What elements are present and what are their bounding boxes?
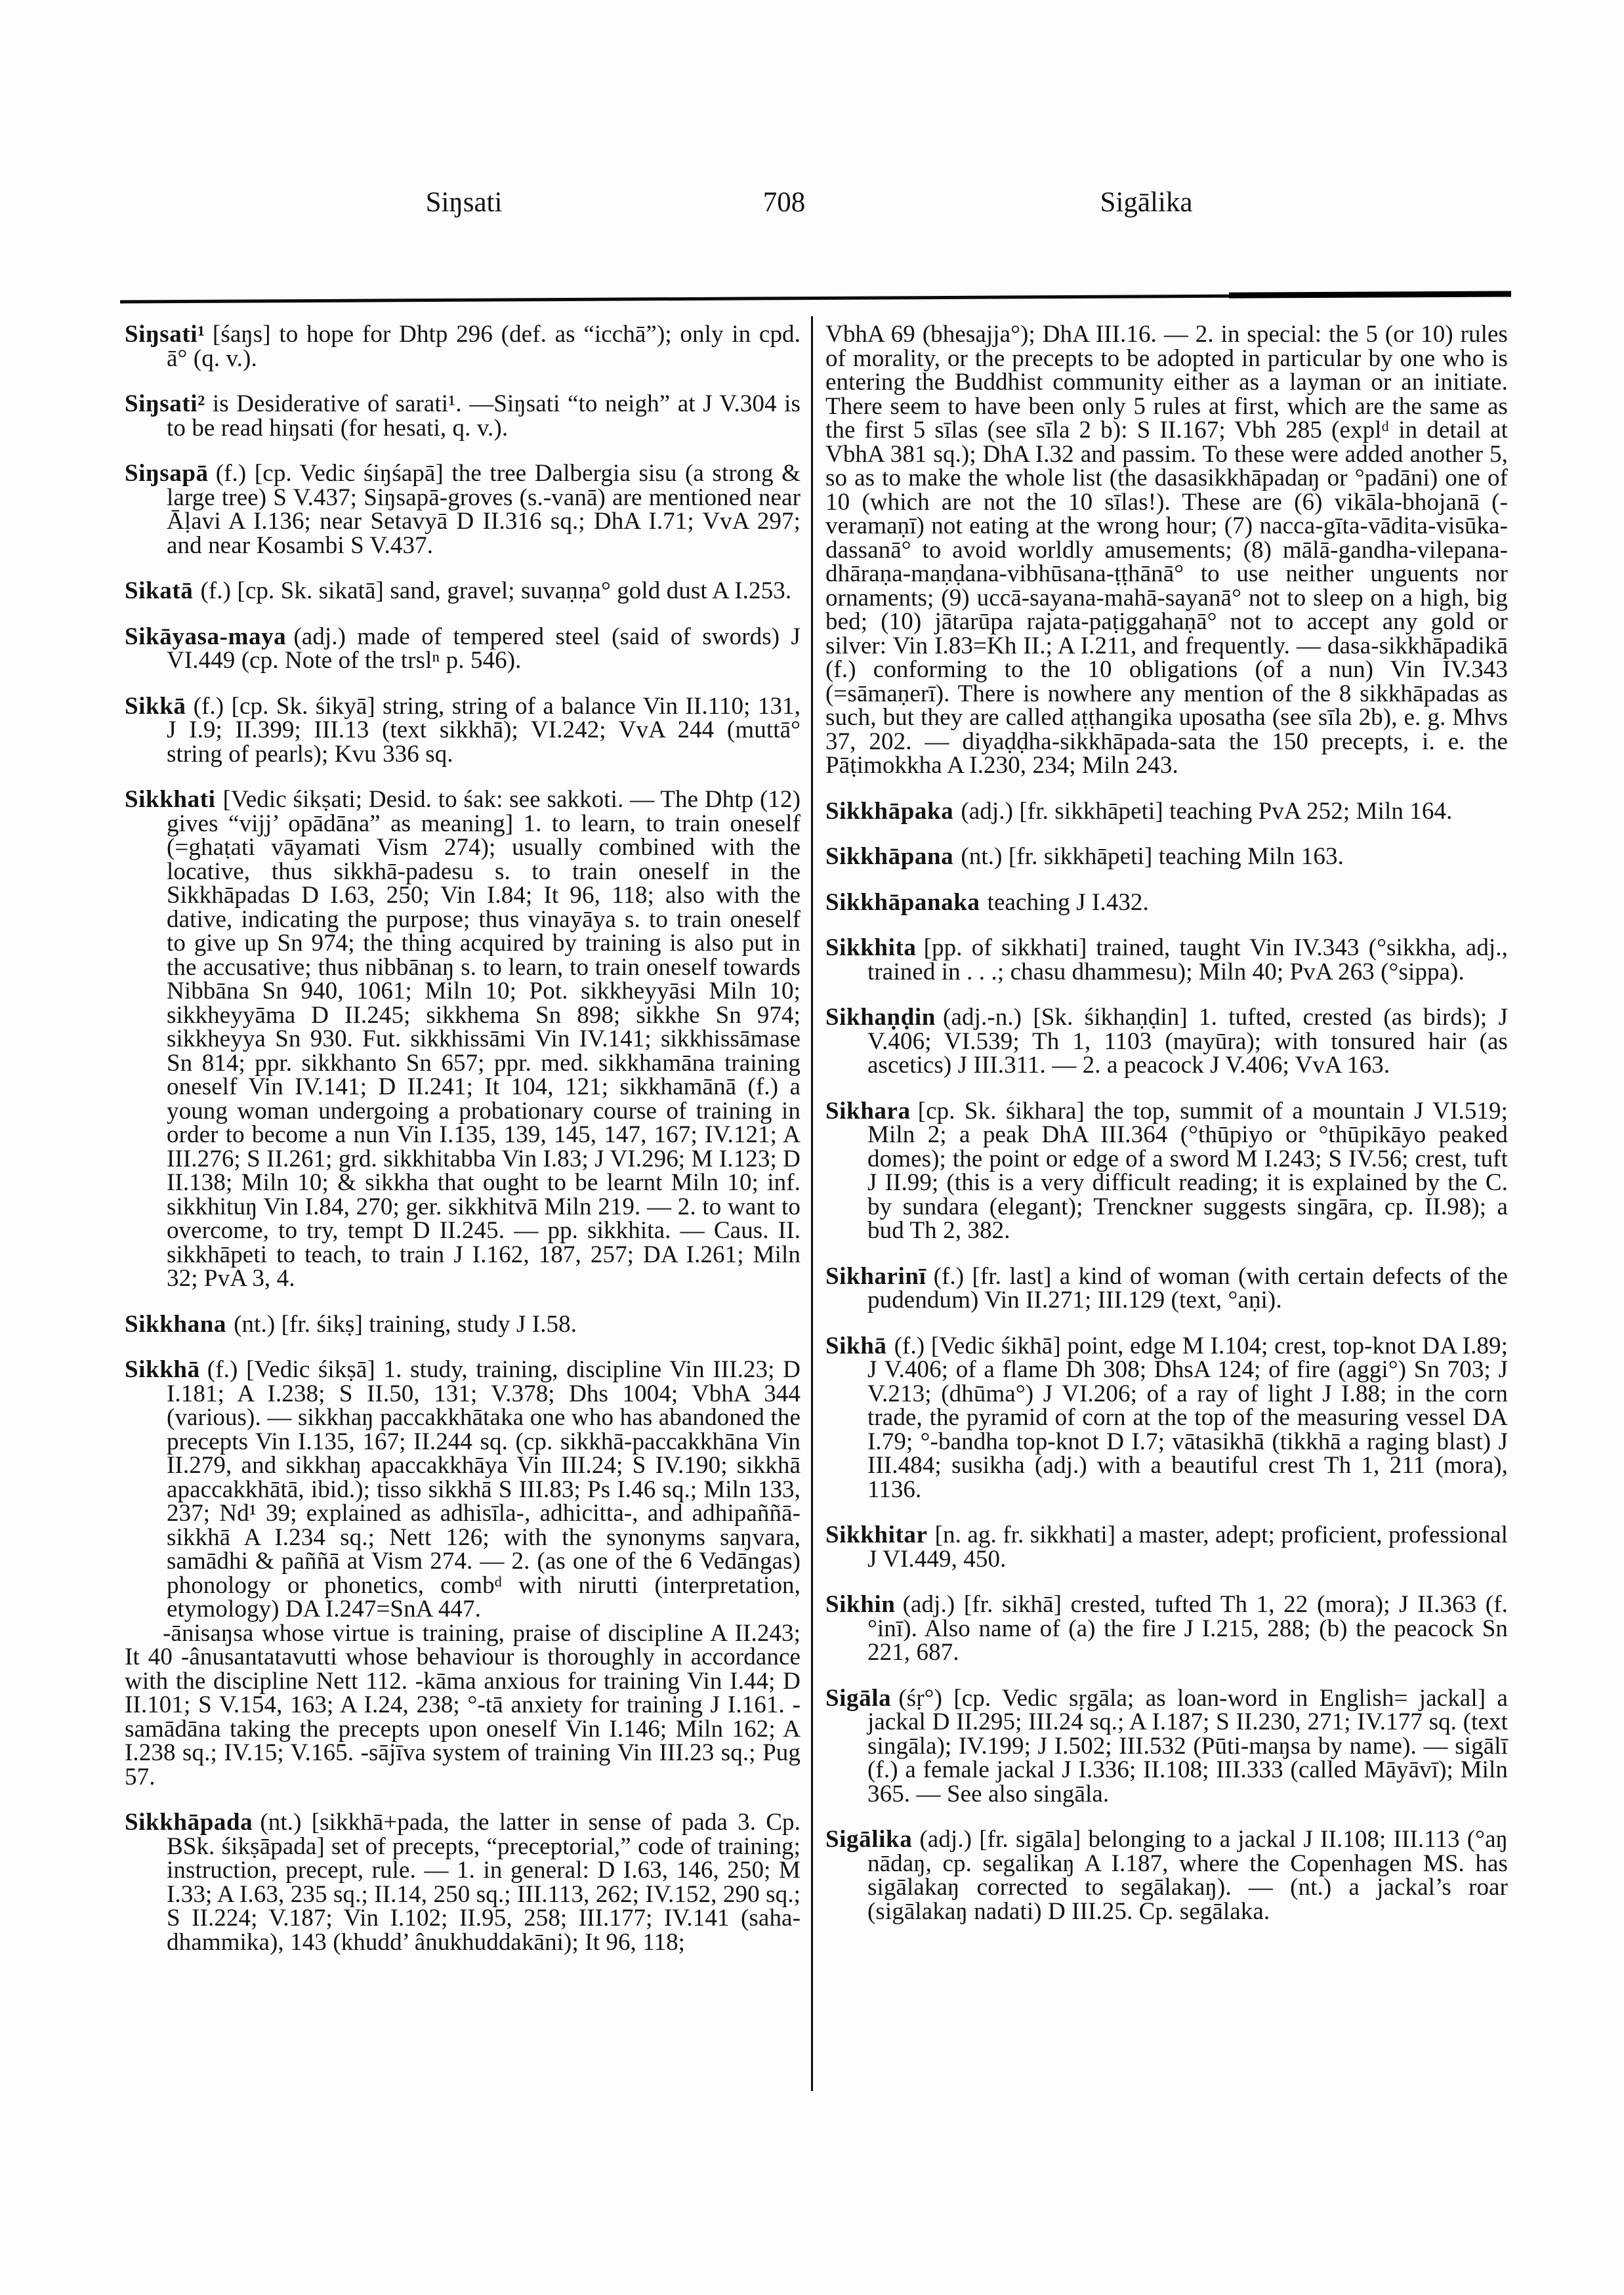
dictionary-entry [125,1811,801,1954]
entry-headword: Sikkhitar [825,1521,928,1548]
entry-compound-paragraph [125,1619,801,1790]
entry-headword: Sikkhāpana [825,843,954,870]
dictionary-entry [825,1828,1508,1924]
entry-body-text: [pp. of sikkhati] trained, taught Vin IV.343 (°sikkha, adj., trained in . . .; chasu dhammesu); Miln 40; PvA 263 (°sippa). [867,934,1508,985]
dictionary-entry [825,1523,1508,1571]
entry-headword: Sikhara [825,1097,911,1125]
entry-body-text: (f.) [Vedic śikhā] point, edge M I.104; crest, top-knot DA I.89; J V.406; of a flame Dh 308; DhsA 124; of fire (aggi°) Sn 703; J V.213; (dhūma°) J VI.206; of a ray of light J I.88; in the corn trade, the pyramid of corn at the top of the measuring vessel DA I.79; °-bandha top-knot D I.7; vātasikhā (tikkhā a raging blast) J III.484; susikha (adj.) with a beautiful crest Th 1, 211 (mora), 1136. [867,1332,1508,1503]
entry-body-text: (f.) [cp. Sk. śikyā] string, string of a balance Vin II.110; 131, J I.9; II.399; III.13 (text sikkhā); VI.242; VvA 244 (muttā° string of pearls); Kvu 336 sq. [167,692,801,768]
entry-headword: Sikkhāpaka [825,797,954,825]
entry-headword: Siŋsapā [125,460,209,487]
entry-body-text: VbhA 69 (bhesajja°); DhA III.16. — 2. in special: the 5 (or 10) rules of morality, or the precepts to be adopted in particular by one who is entering the Buddhist community either as a layman or an initiate. There seem to have been only 5 rules at first, which are the same as the first 5 sīlas (see sīla 2 b): S II.167; Vbh 285 (explᵈ in detail at VbhA 381 sq.); DhA I.32 and passim. To these were added another 5, so as to make the whole list (the dasasikkhāpadaŋ or °padāni) one of 10 (which are not the 10 sīlas!). These are (6) vikāla-bhojanā (-veramaṇī) not eating at the wrong hour; (7) nacca-gīta-vādita-visūka-dassanā° to avoid worldly amusements; (8) mālā-gandha-vilepana-dhāraṇa-maṇḍana-vibhūsana-ṭṭhānā° to use neither unguents nor ornaments; (9) uccā-sayana-mahā-sayanā° not to sleep on a high, big bed; (10) jātarūpa rajata-paṭiggahaṇā° not to accept any gold or silver: Vin I.83=Kh II.; A I.211, and frequently. — dasa-sikkhāpadikā (f.) conforming to the 10 obligations (of a nun) Vin IV.343 (=sāmaṇerī). There is nowhere any mention of the 8 sikkhāpadas as such, but they are called aṭṭhangika uposatha (see sīla 2b), e. g. Mhvs 37, 202. — diyaḍḍha-sikkhāpada-sata the 150 precepts, i. e. the Pāṭimokkha A I.230, 234; Miln 243. [825,321,1508,779]
entry-headword: Sikkhati [125,786,216,813]
entry-headword: Siŋsati² [125,390,205,417]
entry-body-text: (adj.) [fr. sigāla] belonging to a jackal J II.108; III.113 (°aŋ nādaŋ, cp. segalikaŋ A I.187, where the Copenhagen MS. has sigālakaŋ corrected to segālakaŋ). — (nt.) a jackal’s roar (sigālakaŋ nadati) D III.25. Cp. segālaka. [867,1826,1508,1925]
entry-body-text: (f.) [fr. last] a kind of woman (with certain defects of the pudendum) Vin II.271; III.129 (text, °aṇi). [867,1262,1508,1313]
dictionary-entry [825,1006,1508,1078]
entry-compound-text: -ānisaŋsa whose virtue is training, praise of discipline A II.243; It 40 -ânusantatavutti whose behaviour is thoroughly in accordance with the discipline Nett 112. -kāma anxious for training Vin I.44; D II.101; S V.154, 163; A I.24, 238; °-tā anxiety for training J I.161. -samādāna taking the precepts upon oneself Vin I.146; Miln 162; A I.238 sq.; IV.15; V.165. -sājīva system of training Vin III.23 sq.; Pug 57. [125,1619,801,1790]
dictionary-entry [825,1262,1508,1313]
entry-body-text: [Vedic śikṣati; Desid. to śak: see sakkoti. — The Dhtp (12) gives “vijj’ opādāna” as meaning] 1. to learn, to train oneself (=ghaṭati vāyamati Vism 274); usually combined with the locative, thus sikkhā-padesu s. to train oneself in the Sikkhāpadas D I.63, 250; Vin I.84; It 96, 118; also with the dative, indicating the purpose; thus vinayāya s. to train oneself to give up Sn 974; the thing acquired by training is also put in the accusative; thus nibbānaŋ s. to learn, to train oneself towards Nibbāna Sn 940, 1061; Miln 10; Pot. sikkheyyāsi Miln 10; sikkheyyāma D II.245; sikkhema Sn 898; sikkhe Sn 974; sikkheyya Sn 930. Fut. sikkhissāmi Vin IV.141; sikkhissāmase Sn 814; ppr. sikkhanto Sn 657; ppr. med. sikkhamāna training oneself Vin IV.141; D II.241; It 104, 121; sikkhamānā (f.) a young woman undergoing a probationary course of training in order to become a nun Vin I.135, 139, 145, 147, 167; IV.121; A III.276; S II.261; grd. sikkhitabba Vin I.83; J VI.296; M I.123; D II.138; Miln 10; & sikkha that ought to be learnt Miln 10; inf. sikkhituŋ Vin I.84, 270; ger. sikkhitvā Miln 219. — 2. to want to overcome, to try, tempt D II.245. — pp. sikkhita. — Caus. II. sikkhāpeti to teach, to train J I.162, 187, 257; DA I.261; Miln 32; PvA 3, 4. [167,786,801,1292]
entry-body-text: teaching J I.432. [987,888,1149,916]
column-divider-rule [811,316,813,2091]
entry-body-text: (adj.) [fr. sikhā] crested, tufted Th 1, 22 (mora); J II.363 (f. °inī). Also name of (a) the fire J I.215, 288; (b) the peacock Sn 221, 687. [867,1591,1508,1666]
dictionary-entry [825,845,1508,869]
entry-body-text: (nt.) [sikkhā+pada, the latter in sense of pada 3. Cp. BSk. śikṣāpada] set of precepts, “preceptorial,” code of training; instruction, precept, rule. — 1. in general: D I.63, 146, 250; M I.33; A I.63, 235 sq.; II.14, 250 sq.; III.113, 262; IV.152, 290 sq.; S II.224; V.187; Vin I.102; II.95, 258; III.177; IV.141 (saha-dhammika), 143 (khudd’ ânukhuddakāni); It 96, 118; [167,1809,801,1956]
entry-body-text: (nt.) [fr. sikkhāpeti] teaching Miln 163. [961,843,1344,870]
dictionary-entry [825,1097,1508,1244]
dictionary-entry [825,1334,1508,1502]
left-column [125,323,801,1976]
header-right-guide-word: Sigālika [1100,187,1193,218]
header-left-guide-word: Siŋsati [425,187,503,218]
dictionary-entry [125,625,801,673]
dictionary-entry [125,323,801,371]
entry-body-text: (f.) [Vedic śikṣā] 1. study, training, discipline Vin III.23; D I.181; A I.238; S II.50, 131; V.378; Dhs 1004; VbhA 344 (various). — sikkhaŋ paccakkhātaka one who has abandoned the precepts Vin I.135, 167; II.244 sq. (cp. sikkhā-paccakkhāna Vin II.279, and sikkhaŋ apaccakkhāya Vin III.24; S IV.190; sikkhā apaccakkhātā, ibid.); tisso sikkhā S III.83; Ps I.46 sq.; Miln 133, 237; Nd¹ 39; explained as adhisīla-, adhicitta-, and adhipaññā-sikkhā A I.234 sq.; Nett 126; with the synonyms saŋvara, samādhi & paññā at Vism 274. — 2. (as one of the 6 Vedāngas) phonology or phonetics, combᵈ with nirutti (interpretation, etymology) DA I.247=SnA 447. [167,1356,801,1623]
dictionary-entry [825,1593,1508,1665]
entry-headword: Sikhin [825,1591,896,1618]
header-rule [120,293,1511,303]
entry-body-text: [n. ag. fr. sikkhati] a master, adept; proficient, professional J VI.449, 450. [867,1521,1508,1573]
dictionary-entry [825,936,1508,984]
entry-body-text: (f.) [cp. Vedic śiŋśapā] the tree Dalbergia sisu (a strong & large tree) S V.437; Siŋsapā-groves (s.-vanā) are mentioned near Āḷavi A I.136; near Setavyā D II.316 sq.; DhA I.71; VvA 297; and near Kosambi S V.437. [167,460,801,559]
entry-headword: Siŋsati¹ [125,321,205,348]
entry-headword: Sikkhāpanaka [825,888,980,916]
dictionary-entry [825,888,1508,916]
entry-headword: Sigālika [825,1826,913,1853]
dictionary-entry [125,788,801,1291]
entry-headword: Sikkhita [825,934,917,961]
dictionary-entry [125,1358,801,1622]
header-page-number: 708 [762,187,806,218]
entry-headword: Sikkhāpada [125,1809,253,1836]
dictionary-entry [125,692,801,768]
entry-body-text: (nt.) [fr. śikṣ] training, study J I.58. [234,1310,577,1338]
entry-headword: Sikkhā [125,1356,200,1383]
entry-headword: Sikhaṇḍin [825,1004,936,1031]
entry-headword: Sikhā [825,1332,887,1359]
entry-body-text: (adj.-n.) [Sk. śikhaṇḍin] 1. tufted, crested (as birds); J V.406; VI.539; Th 1, 1103 (mayūra); with tonsured hair (as ascetics) J III.311. — 2. a peacock J V.406; VvA 163. [867,1004,1508,1079]
entry-body-text: (f.) [cp. Sk. sikatā] sand, gravel; suvaṇṇa° gold dust A I.253. [200,577,792,604]
entry-headword: Sikharinī [825,1262,927,1290]
dictionary-entry [825,797,1508,825]
dictionary-entry [125,1310,801,1338]
entry-body-text: (śṛ°) [cp. Vedic sṛgāla; as loan-word in English= jackal] a jackal D II.295; III.24 sq.; A I.187; S II.230, 271; IV.177 sq. (text singāla); IV.199; J I.502; III.532 (Pūti-maŋsa by name). — sigālī (f.) a female jackal J I.336; II.108; III.333 (called Māyāvī); Miln 365. — See also singāla. [867,1684,1508,1808]
dictionary-entry [125,579,801,604]
entry-headword: Sikatā [125,577,194,604]
dictionary-entry [825,1684,1508,1808]
entry-headword: Sikkhana [125,1310,226,1338]
entry-headword: Sikkā [125,692,186,720]
entry-body-text: [cp. Sk. śikhara] the top, summit of a mountain J VI.519; Miln 2; a peak DhA III.364 (°thūpiyo or °thūpikāyo peaked domes); the point or edge of a sword M I.243; S IV.56; crest, tuft J II.99; (this is a very difficult reading; it is explained by the C. by sundara (elegant); Trenckner suggests singāra, cp. II.98); a bud Th 2, 382. [867,1097,1508,1244]
entry-body-text: (adj.) made of tempered steel (said of swords) J VI.449 (cp. Note of the trslⁿ p. 546). [167,623,801,674]
dictionary-entry [825,323,1508,778]
entry-body-text: (adj.) [fr. sikkhāpeti] teaching PvA 252; Miln 164. [961,797,1453,825]
dictionary-entry [125,462,801,558]
dictionary-entry [125,392,801,440]
entry-headword: Sigāla [825,1684,892,1712]
entry-body-text: is Desiderative of sarati¹. —Siŋsati “to neigh” at J V.304 is to be read hiŋsati (for hesati, q. v.). [167,390,801,442]
entry-headword: Sikāyasa-maya [125,623,287,650]
right-column [825,323,1508,1945]
entry-body-text: [śaŋs] to hope for Dhtp 296 (def. as “icchā”); only in cpd. ā° (q. v.). [167,321,801,372]
